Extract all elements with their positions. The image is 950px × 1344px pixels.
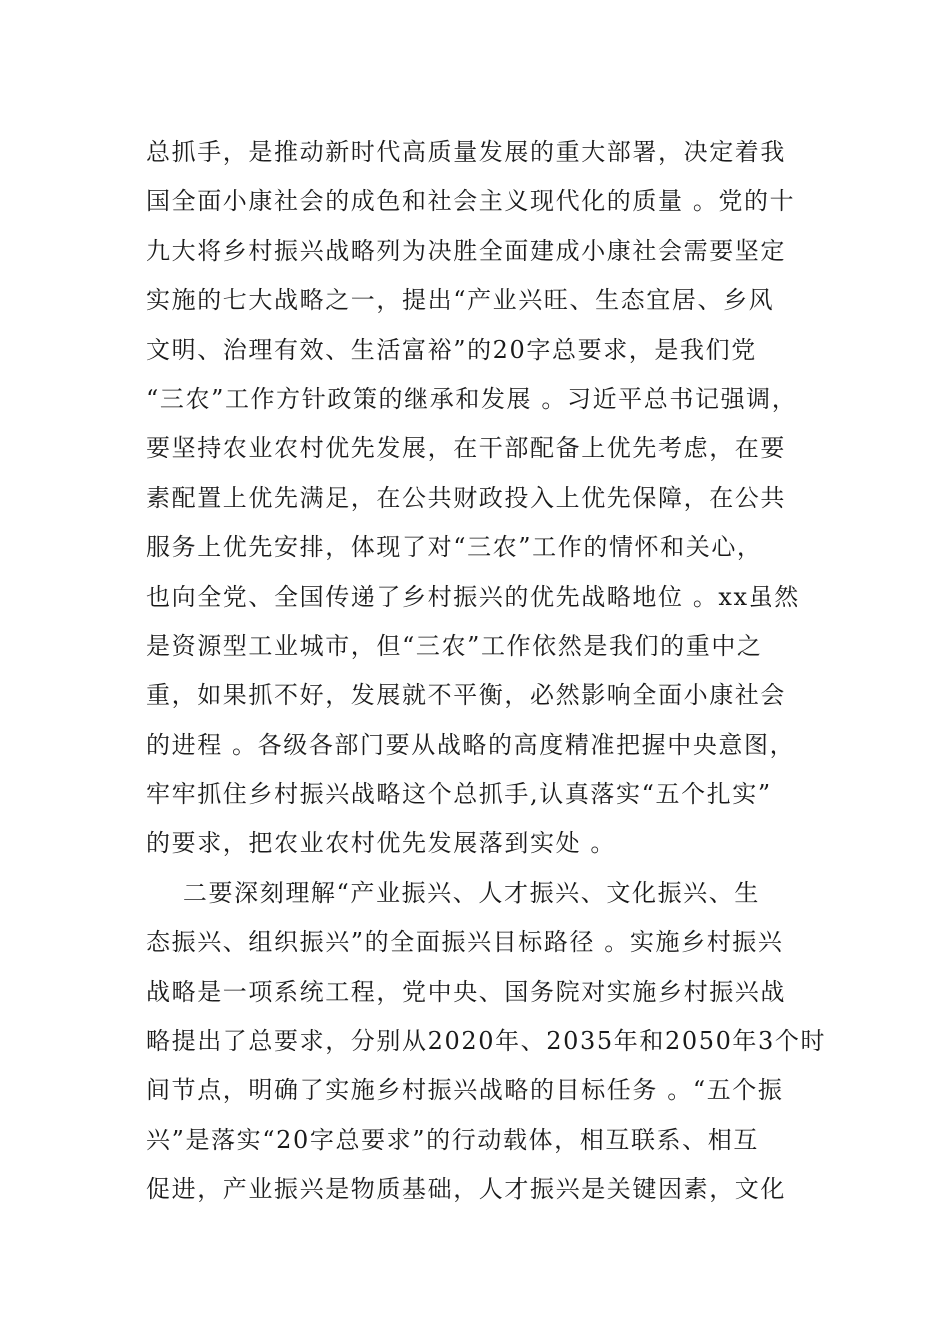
text-line: 间节点，明确了实施乡村振兴战略的目标任务 。“五个振 (146, 1076, 784, 1105)
text-line: 总抓手，是推动新时代高质量发展的重大部署，决定着我 (146, 138, 786, 166)
text-line: 态振兴、组织振兴”的全面振兴目标路径 。实施乡村振兴 (146, 928, 784, 957)
text-line: 重，如果抓不好，发展就不平衡，必然影响全面小康社会 (146, 681, 786, 710)
text-line: 是资源型工业城市，但“三农”工作依然是我们的重中之 (146, 631, 763, 660)
text-line: 促进，产业振兴是物质基础，人才振兴是关键因素，文化 (146, 1175, 786, 1204)
text-line: 的进程 。各级各部门要从战略的高度精准把握中央意图， (146, 730, 796, 759)
text-line: 也向全党、全国传递了乡村振兴的优先战略地位 。xx虽然 (146, 582, 800, 611)
text-line: 实施的七大战略之一，提出“产业兴旺、生态宜居、乡风 (146, 286, 775, 315)
text-line: 兴”是落实“20字总要求”的行动载体，相互联系、相互 (146, 1125, 759, 1154)
text-line: 九大将乡村振兴战略列为决胜全面建成小康社会需要坚定 (146, 236, 786, 265)
body-text (146, 128, 846, 1215)
text-line: “三农”工作方针政策的继承和发展 。习近平总书记强调， (146, 384, 798, 413)
text-line: 素配置上优先满足，在公共财政投入上优先保障，在公共 (146, 483, 786, 512)
text-line: 服务上优先安排，体现了对“三农”工作的情怀和关心， (146, 533, 763, 562)
text-line: 略提出了总要求，分别从2020年、2035年和2050年3个时 (146, 1027, 827, 1056)
text-line: 战略是一项系统工程，党中央、国务院对实施乡村振兴战 (146, 977, 786, 1006)
text-line: 要坚持农业农村优先发展，在干部配备上优先考虑，在要 (146, 434, 786, 463)
text-line: 文明、治理有效、生活富裕”的20字总要求，是我们党 (146, 335, 757, 364)
text-line: 国全面小康社会的成色和社会主义现代化的质量 。党的十 (146, 187, 796, 216)
text-line: 牢牢抓住乡村振兴战略这个总抓手,认真落实“五个扎实” (146, 780, 772, 809)
text-line: 二要深刻理解“产业振兴、人才振兴、文化振兴、生 (146, 878, 760, 907)
text-line: 的要求，把农业农村优先发展落到实处 。 (146, 829, 617, 858)
